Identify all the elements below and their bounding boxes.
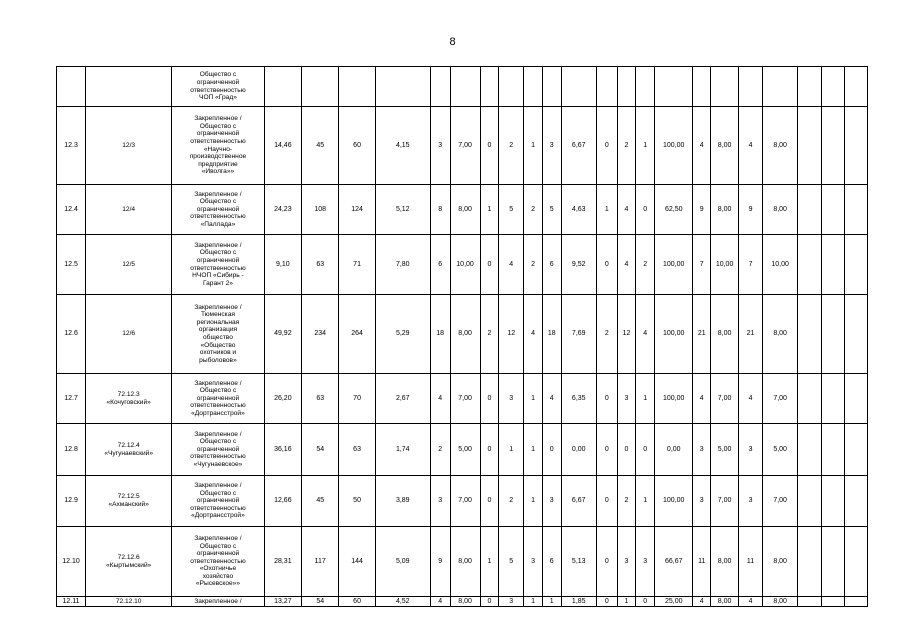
c17-cell: 100,00 xyxy=(655,107,693,185)
c24-cell xyxy=(845,67,868,107)
c22-cell xyxy=(798,67,822,107)
c4-cell: 63 xyxy=(302,235,339,295)
c11-cell: 1 xyxy=(524,597,543,607)
c22-cell xyxy=(798,185,822,235)
table-row xyxy=(57,107,868,185)
c8-cell: 8,00 xyxy=(450,295,480,374)
c21-cell: 8,00 xyxy=(762,185,797,235)
c13-cell: 1,85 xyxy=(561,597,596,607)
c17-cell: 66,67 xyxy=(655,527,693,597)
ground-code-cell: 72.12.10 xyxy=(86,597,172,607)
c24-cell xyxy=(845,527,868,597)
table-row xyxy=(57,67,868,107)
c17-cell: 100,00 xyxy=(655,476,693,527)
c14-cell: 2 xyxy=(596,295,617,374)
c19-cell: 8,00 xyxy=(711,597,739,607)
c20-cell: 3 xyxy=(739,424,763,476)
user-cell: Закрепленное / Общество с ограниченной ответственностью «Дортрансстрой» xyxy=(172,476,264,527)
c11-cell: 2 xyxy=(524,235,543,295)
c8-cell: 7,00 xyxy=(450,374,480,424)
c11-cell: 1 xyxy=(524,424,543,476)
c6-cell: 5,12 xyxy=(375,185,430,235)
c14-cell: 0 xyxy=(596,424,617,476)
c14-cell: 0 xyxy=(596,476,617,527)
c6-cell: 4,52 xyxy=(375,597,430,607)
c7-cell: 6 xyxy=(430,235,450,295)
c20-cell: 11 xyxy=(739,527,763,597)
row-number-cell: 12.7 xyxy=(57,374,86,424)
c11-cell: 1 xyxy=(524,374,543,424)
c10-cell xyxy=(499,67,524,107)
c23-cell xyxy=(822,476,845,527)
c21-cell: 8,00 xyxy=(762,527,797,597)
user-cell: Закрепленное / Общество с ограниченной ответственностью «Паллада» xyxy=(172,185,264,235)
c19-cell: 8,00 xyxy=(711,295,739,374)
area-cell: 49,92 xyxy=(264,295,301,374)
c16-cell: 1 xyxy=(636,476,655,527)
area-cell xyxy=(264,67,301,107)
c12-cell: 18 xyxy=(542,295,561,374)
c12-cell: 5 xyxy=(542,185,561,235)
c19-cell: 7,00 xyxy=(711,476,739,527)
c13-cell: 7,69 xyxy=(561,295,596,374)
c9-cell: 2 xyxy=(480,295,499,374)
user-cell: Закрепленное / Общество с ограниченной ответственностью «Научно- производственное предприятие «Иволга»» xyxy=(172,107,264,185)
c14-cell: 0 xyxy=(596,527,617,597)
c9-cell: 0 xyxy=(480,476,499,527)
c18-cell: 9 xyxy=(693,185,711,235)
c20-cell: 7 xyxy=(739,235,763,295)
c8-cell: 7,00 xyxy=(450,476,480,527)
c17-cell: 62,50 xyxy=(655,185,693,235)
c20-cell: 4 xyxy=(739,107,763,185)
c4-cell: 108 xyxy=(302,185,339,235)
c23-cell xyxy=(822,374,845,424)
c12-cell: 1 xyxy=(542,597,561,607)
row-number-cell: 12.3 xyxy=(57,107,86,185)
c14-cell xyxy=(596,67,617,107)
c5-cell: 264 xyxy=(339,295,375,374)
c22-cell xyxy=(798,527,822,597)
c16-cell: 0 xyxy=(636,424,655,476)
ground-code-cell: 12/4 xyxy=(86,185,172,235)
c14-cell: 0 xyxy=(596,597,617,607)
c16-cell: 0 xyxy=(636,185,655,235)
c4-cell: 117 xyxy=(302,527,339,597)
c15-cell: 0 xyxy=(617,424,636,476)
c24-cell xyxy=(845,185,868,235)
c15-cell: 12 xyxy=(617,295,636,374)
c4-cell: 54 xyxy=(302,597,339,607)
user-cell: Закрепленное / Общество с ограниченной ответственностью НЧОП «Сибирь - Гарант 2» xyxy=(172,235,264,295)
c13-cell: 9,52 xyxy=(561,235,596,295)
c19-cell: 10,00 xyxy=(711,235,739,295)
c18-cell: 3 xyxy=(693,476,711,527)
c6-cell: 2,67 xyxy=(375,374,430,424)
area-cell: 13,27 xyxy=(264,597,301,607)
c20-cell: 4 xyxy=(739,374,763,424)
c24-cell xyxy=(845,476,868,527)
c23-cell xyxy=(822,67,845,107)
c16-cell: 4 xyxy=(636,295,655,374)
c22-cell xyxy=(798,597,822,607)
ground-code-cell: 72.12.5 «Ахманский» xyxy=(86,476,172,527)
c24-cell xyxy=(845,597,868,607)
c20-cell xyxy=(739,67,763,107)
c12-cell xyxy=(542,67,561,107)
c12-cell: 6 xyxy=(542,527,561,597)
c13-cell xyxy=(561,67,596,107)
c7-cell: 3 xyxy=(430,476,450,527)
c22-cell xyxy=(798,476,822,527)
c22-cell xyxy=(798,235,822,295)
c20-cell: 21 xyxy=(739,295,763,374)
c10-cell: 2 xyxy=(499,476,524,527)
c6-cell: 7,80 xyxy=(375,235,430,295)
c17-cell xyxy=(655,67,693,107)
c22-cell xyxy=(798,295,822,374)
hunting-grounds-table xyxy=(56,66,868,607)
row-number-cell: 12.5 xyxy=(57,235,86,295)
c13-cell: 6,35 xyxy=(561,374,596,424)
c7-cell: 9 xyxy=(430,527,450,597)
c12-cell: 4 xyxy=(542,374,561,424)
c6-cell xyxy=(375,67,430,107)
c20-cell: 4 xyxy=(739,597,763,607)
c12-cell: 3 xyxy=(542,476,561,527)
user-cell: Закрепленное / Общество с ограниченной ответственностью «Охотничье хозяйство «Рысевское»» xyxy=(172,527,264,597)
c21-cell: 8,00 xyxy=(762,295,797,374)
c15-cell: 4 xyxy=(617,185,636,235)
table-row xyxy=(57,235,868,295)
ground-code-cell: 12/6 xyxy=(86,295,172,374)
ground-code-cell: 72.12.3 «Кочуговский» xyxy=(86,374,172,424)
c9-cell: 1 xyxy=(480,527,499,597)
c8-cell: 10,00 xyxy=(450,235,480,295)
c19-cell: 8,00 xyxy=(711,185,739,235)
table-row xyxy=(57,476,868,527)
c15-cell: 2 xyxy=(617,476,636,527)
c10-cell: 5 xyxy=(499,185,524,235)
c7-cell xyxy=(430,67,450,107)
c15-cell: 4 xyxy=(617,235,636,295)
c4-cell: 234 xyxy=(302,295,339,374)
c18-cell: 4 xyxy=(693,374,711,424)
c18-cell: 4 xyxy=(693,107,711,185)
row-number-cell: 12.10 xyxy=(57,527,86,597)
user-cell: Закрепленное / Общество с ограниченной ответственностью «Дортрансстрой» xyxy=(172,374,264,424)
c9-cell: 0 xyxy=(480,424,499,476)
c6-cell: 3,89 xyxy=(375,476,430,527)
c21-cell: 7,00 xyxy=(762,374,797,424)
c21-cell: 8,00 xyxy=(762,597,797,607)
c11-cell: 3 xyxy=(524,527,543,597)
c19-cell: 5,00 xyxy=(711,424,739,476)
row-number-cell: 12.6 xyxy=(57,295,86,374)
table-row xyxy=(57,295,868,374)
c9-cell: 0 xyxy=(480,235,499,295)
c23-cell xyxy=(822,185,845,235)
c12-cell: 0 xyxy=(542,424,561,476)
c11-cell xyxy=(524,67,543,107)
row-number-cell: 12.9 xyxy=(57,476,86,527)
c19-cell xyxy=(711,67,739,107)
c22-cell xyxy=(798,107,822,185)
c16-cell: 3 xyxy=(636,527,655,597)
c8-cell: 8,00 xyxy=(450,597,480,607)
c18-cell: 11 xyxy=(693,527,711,597)
c21-cell: 7,00 xyxy=(762,476,797,527)
c6-cell: 4,15 xyxy=(375,107,430,185)
c23-cell xyxy=(822,597,845,607)
c9-cell: 1 xyxy=(480,185,499,235)
c5-cell: 71 xyxy=(339,235,375,295)
ground-code-cell xyxy=(86,67,172,107)
c13-cell: 6,67 xyxy=(561,476,596,527)
c5-cell xyxy=(339,67,375,107)
c8-cell: 7,00 xyxy=(450,107,480,185)
c21-cell: 5,00 xyxy=(762,424,797,476)
table-row xyxy=(57,527,868,597)
c15-cell xyxy=(617,67,636,107)
table-row xyxy=(57,185,868,235)
c14-cell: 0 xyxy=(596,374,617,424)
c5-cell: 124 xyxy=(339,185,375,235)
c21-cell: 8,00 xyxy=(762,107,797,185)
c10-cell: 5 xyxy=(499,527,524,597)
c21-cell: 10,00 xyxy=(762,235,797,295)
c24-cell xyxy=(845,374,868,424)
c23-cell xyxy=(822,295,845,374)
c8-cell xyxy=(450,67,480,107)
c22-cell xyxy=(798,424,822,476)
area-cell: 14,46 xyxy=(264,107,301,185)
c24-cell xyxy=(845,295,868,374)
c6-cell: 5,09 xyxy=(375,527,430,597)
c23-cell xyxy=(822,235,845,295)
c10-cell: 3 xyxy=(499,374,524,424)
c24-cell xyxy=(845,107,868,185)
c17-cell: 25,00 xyxy=(655,597,693,607)
c9-cell xyxy=(480,67,499,107)
c4-cell: 45 xyxy=(302,476,339,527)
c18-cell xyxy=(693,67,711,107)
c18-cell: 7 xyxy=(693,235,711,295)
c10-cell: 3 xyxy=(499,597,524,607)
ground-code-cell: 12/3 xyxy=(86,107,172,185)
c17-cell: 100,00 xyxy=(655,235,693,295)
c22-cell xyxy=(798,374,822,424)
page-number: 8 xyxy=(449,36,456,48)
table-row xyxy=(57,597,868,607)
area-cell: 12,66 xyxy=(264,476,301,527)
row-number-cell: 12.4 xyxy=(57,185,86,235)
c8-cell: 8,00 xyxy=(450,527,480,597)
c5-cell: 144 xyxy=(339,527,375,597)
c12-cell: 3 xyxy=(542,107,561,185)
c12-cell: 6 xyxy=(542,235,561,295)
c8-cell: 8,00 xyxy=(450,185,480,235)
c21-cell xyxy=(762,67,797,107)
c11-cell: 1 xyxy=(524,107,543,185)
c6-cell: 5,29 xyxy=(375,295,430,374)
c7-cell: 3 xyxy=(430,107,450,185)
c11-cell: 4 xyxy=(524,295,543,374)
c7-cell: 18 xyxy=(430,295,450,374)
c9-cell: 0 xyxy=(480,374,499,424)
c9-cell: 0 xyxy=(480,597,499,607)
c16-cell: 1 xyxy=(636,374,655,424)
c17-cell: 0,00 xyxy=(655,424,693,476)
c16-cell: 1 xyxy=(636,107,655,185)
area-cell: 9,10 xyxy=(264,235,301,295)
c7-cell: 8 xyxy=(430,185,450,235)
c23-cell xyxy=(822,107,845,185)
c24-cell xyxy=(845,424,868,476)
c5-cell: 50 xyxy=(339,476,375,527)
c7-cell: 4 xyxy=(430,374,450,424)
c5-cell: 60 xyxy=(339,107,375,185)
c4-cell xyxy=(302,67,339,107)
user-cell: Общество с ограниченной ответственностью ЧОП «Град» xyxy=(172,67,264,107)
c11-cell: 2 xyxy=(524,185,543,235)
c17-cell: 100,00 xyxy=(655,295,693,374)
c14-cell: 1 xyxy=(596,185,617,235)
c13-cell: 0,00 xyxy=(561,424,596,476)
table-body xyxy=(57,67,868,607)
c11-cell: 1 xyxy=(524,476,543,527)
c23-cell xyxy=(822,424,845,476)
c10-cell: 1 xyxy=(499,424,524,476)
c5-cell: 60 xyxy=(339,597,375,607)
c4-cell: 63 xyxy=(302,374,339,424)
c16-cell: 0 xyxy=(636,597,655,607)
c8-cell: 5,00 xyxy=(450,424,480,476)
c4-cell: 45 xyxy=(302,107,339,185)
c5-cell: 63 xyxy=(339,424,375,476)
area-cell: 26,20 xyxy=(264,374,301,424)
c13-cell: 4,63 xyxy=(561,185,596,235)
c15-cell: 1 xyxy=(617,597,636,607)
user-cell: Закрепленное / xyxy=(172,597,264,607)
c16-cell: 2 xyxy=(636,235,655,295)
c6-cell: 1,74 xyxy=(375,424,430,476)
c10-cell: 2 xyxy=(499,107,524,185)
c18-cell: 21 xyxy=(693,295,711,374)
c9-cell: 0 xyxy=(480,107,499,185)
c19-cell: 8,00 xyxy=(711,527,739,597)
c24-cell xyxy=(845,235,868,295)
ground-code-cell: 72.12.6 «Кыртымский» xyxy=(86,527,172,597)
c20-cell: 9 xyxy=(739,185,763,235)
c7-cell: 4 xyxy=(430,597,450,607)
c10-cell: 12 xyxy=(499,295,524,374)
c4-cell: 54 xyxy=(302,424,339,476)
ground-code-cell: 72.12.4 «Чугунаевский» xyxy=(86,424,172,476)
area-cell: 24,23 xyxy=(264,185,301,235)
c18-cell: 4 xyxy=(693,597,711,607)
c7-cell: 2 xyxy=(430,424,450,476)
area-cell: 36,16 xyxy=(264,424,301,476)
area-cell: 28,31 xyxy=(264,527,301,597)
table-row xyxy=(57,374,868,424)
row-number-cell: 12.8 xyxy=(57,424,86,476)
c19-cell: 8,00 xyxy=(711,107,739,185)
ground-code-cell: 12/5 xyxy=(86,235,172,295)
c20-cell: 3 xyxy=(739,476,763,527)
table-row xyxy=(57,424,868,476)
c23-cell xyxy=(822,527,845,597)
c5-cell: 70 xyxy=(339,374,375,424)
c13-cell: 6,67 xyxy=(561,107,596,185)
c17-cell: 100,00 xyxy=(655,374,693,424)
user-cell: Закрепленное / Общество с ограниченной ответственностью «Чугунаевское» xyxy=(172,424,264,476)
c15-cell: 3 xyxy=(617,374,636,424)
row-number-cell: 12.11 xyxy=(57,597,86,607)
c19-cell: 7,00 xyxy=(711,374,739,424)
c16-cell xyxy=(636,67,655,107)
c15-cell: 2 xyxy=(617,107,636,185)
c14-cell: 0 xyxy=(596,235,617,295)
c15-cell: 3 xyxy=(617,527,636,597)
c10-cell: 4 xyxy=(499,235,524,295)
c18-cell: 3 xyxy=(693,424,711,476)
user-cell: Закрепленное / Тюменская региональная организация общество «Общество охотников и рыболовов» xyxy=(172,295,264,374)
c14-cell: 0 xyxy=(596,107,617,185)
c13-cell: 5,13 xyxy=(561,527,596,597)
row-number-cell xyxy=(57,67,86,107)
